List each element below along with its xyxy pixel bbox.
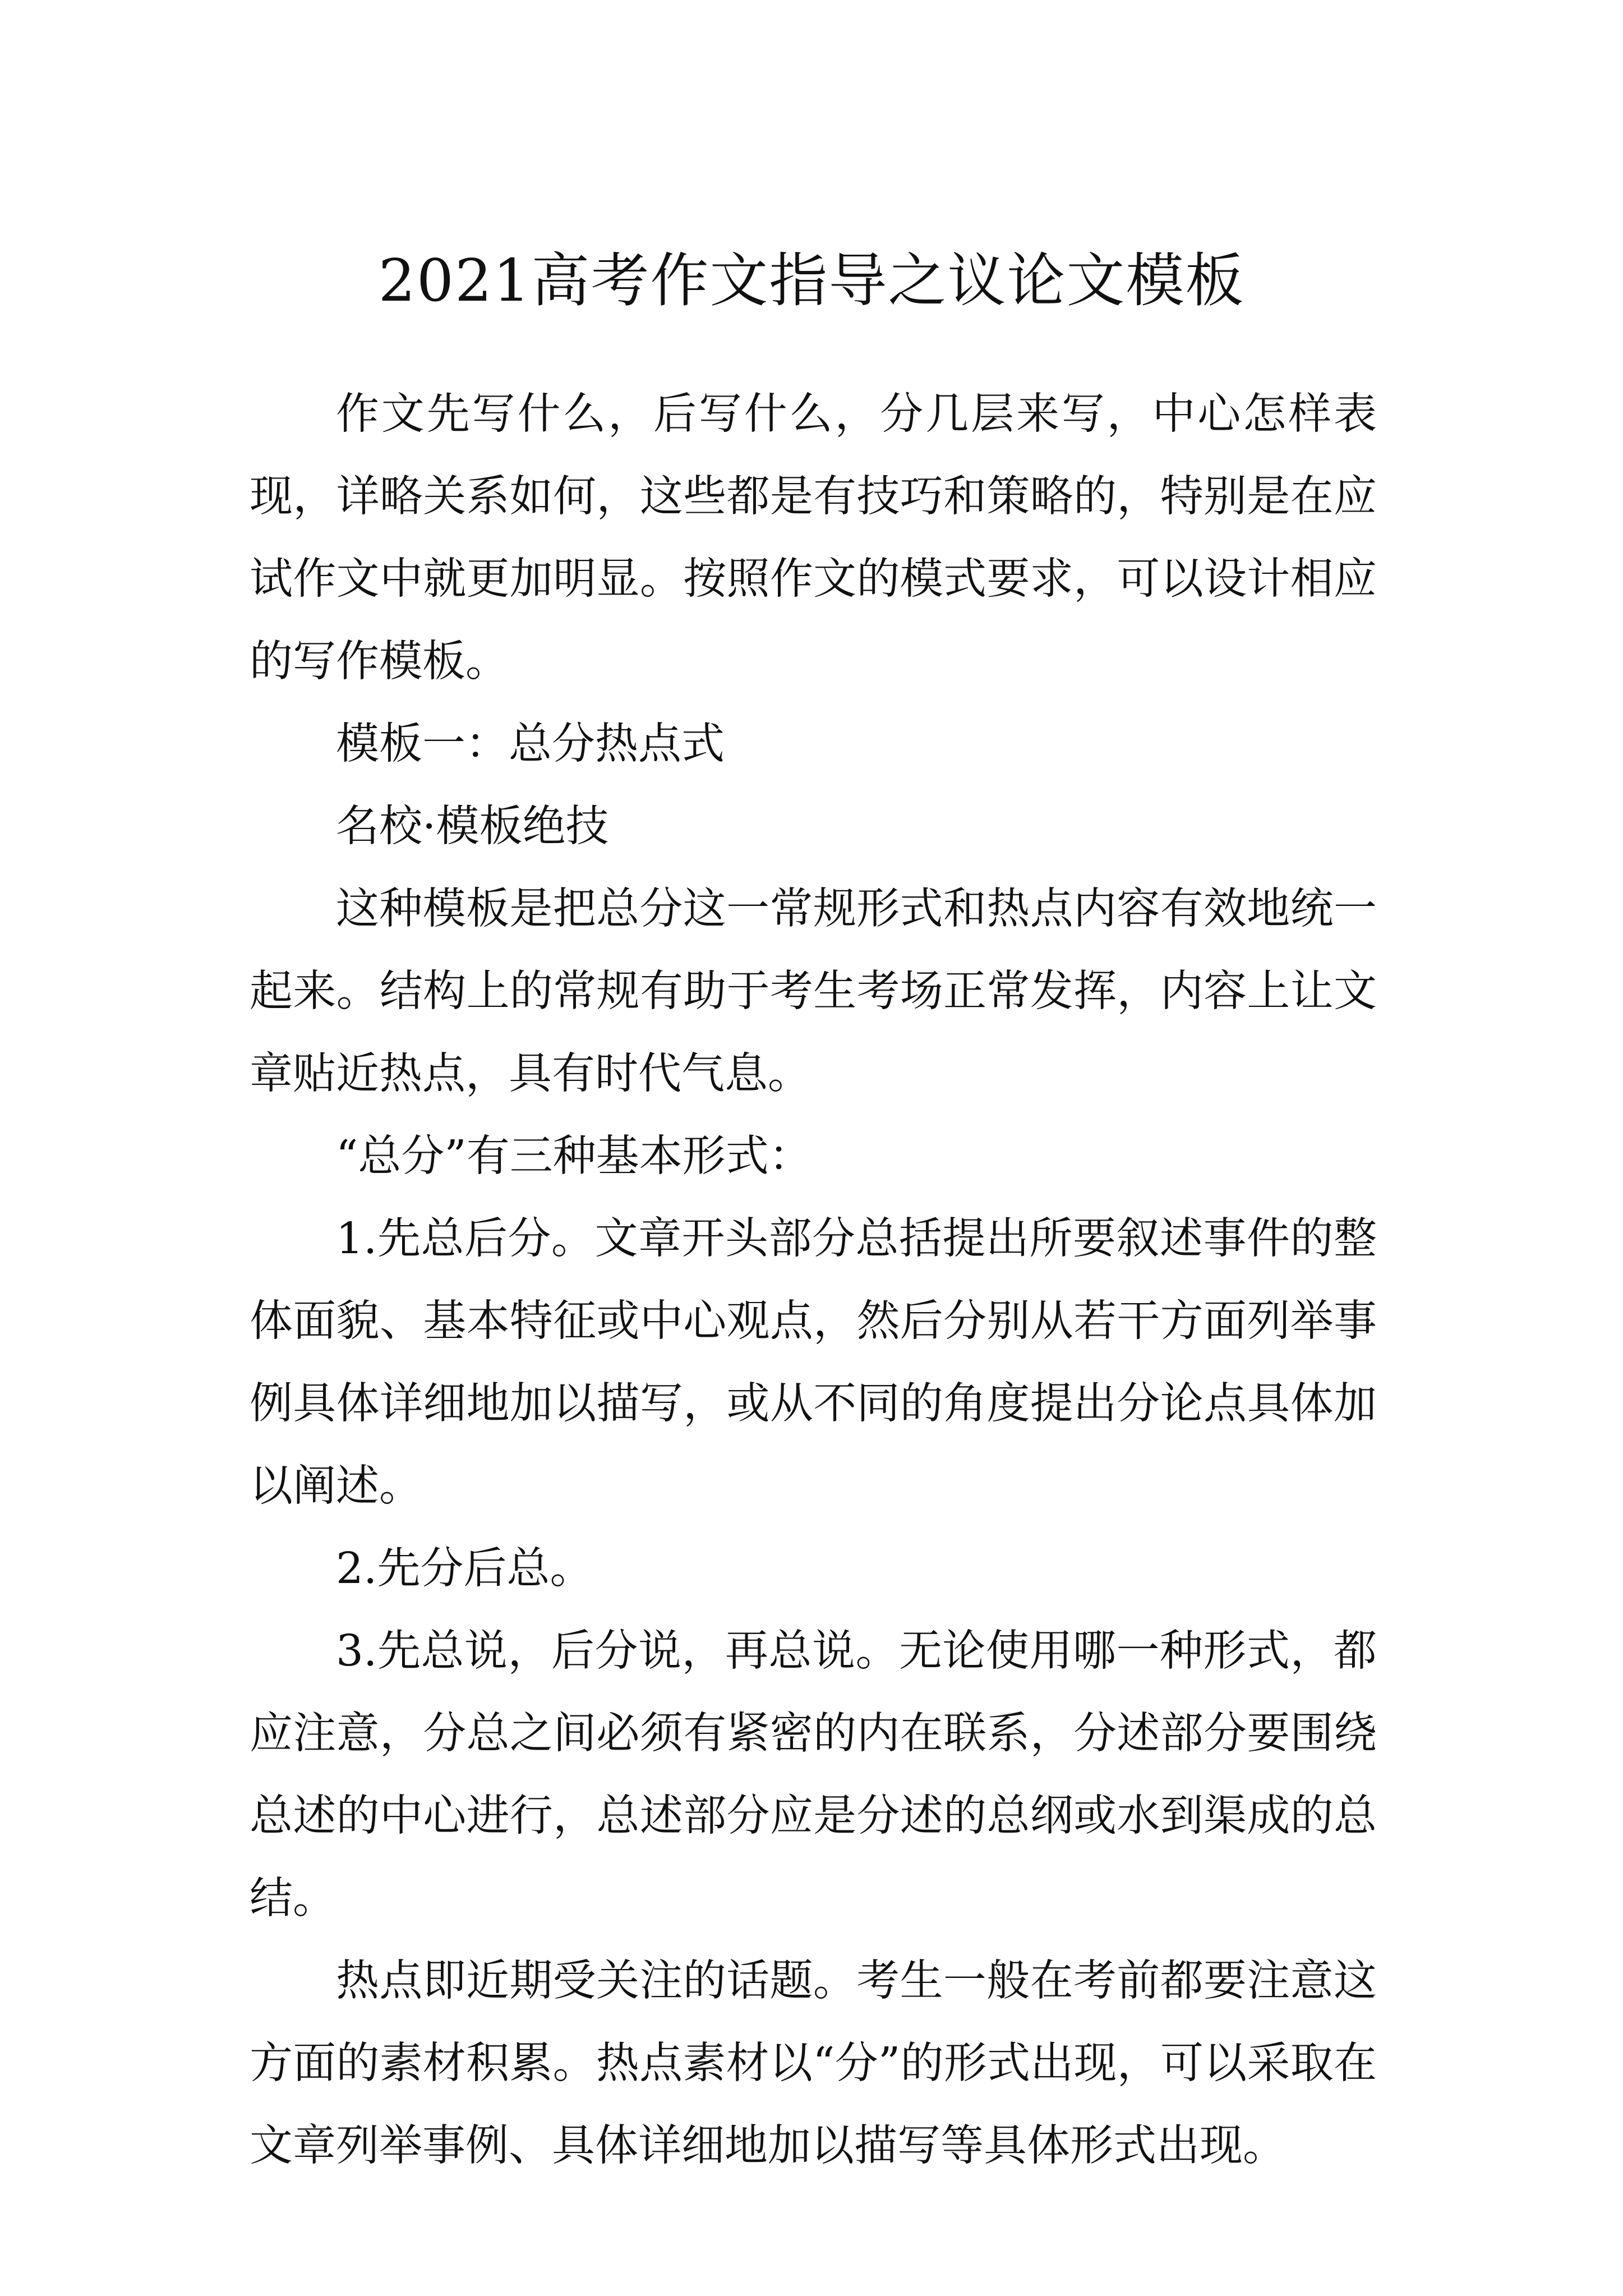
page-title: 2021高考作文指导之议论文模板 xyxy=(378,246,1245,315)
forms-intro-paragraph: “总分”有三种基本形式： xyxy=(336,1131,812,1181)
template-description-paragraph: 这种模板是把总分这一常规形式和热点内容有效地统一起来。结构上的常规有助于考生考场正常发挥，内容上让文章贴近热点，具有时代气息。 xyxy=(250,884,1377,1099)
hotspot-paragraph: 热点即近期受关注的话题。考生一般在考前都要注意这方面的素材积累。热点素材以“分”的形式出现，可以采取在文章列举事例、具体详细地加以描写等具体形式出现。 xyxy=(250,1956,1377,2171)
form-two-paragraph: 2.先分后总。 xyxy=(336,1544,593,1594)
subheading-template-skill: 名校·模板绝技 xyxy=(336,802,609,852)
form-three-paragraph: 3.先总说，后分说，再总说。无论使用哪一种形式，都应注意，分总之间必须有紧密的内在联系，分述部分要围绕总述的中心进行，总述部分应是分述的总纲或水到渠成的总结。 xyxy=(250,1626,1377,1924)
section-heading-template-one: 模板一：总分热点式 xyxy=(336,719,725,769)
intro-paragraph: 作文先写什么，后写什么，分几层来写，中心怎样表现，详略关系如何，这些都是有技巧和策略的，特别是在应试作文中就更加明显。按照作文的模式要求，可以设计相应的写作模板。 xyxy=(250,389,1377,687)
form-one-paragraph: 1.先总后分。文章开头部分总括提出所要叙述事件的整体面貌、基本特征或中心观点，然后分别从若干方面列举事例具体详细地加以描写，或从不同的角度提出分论点具体加以阐述。 xyxy=(250,1214,1377,1511)
document-body xyxy=(250,373,1377,2187)
